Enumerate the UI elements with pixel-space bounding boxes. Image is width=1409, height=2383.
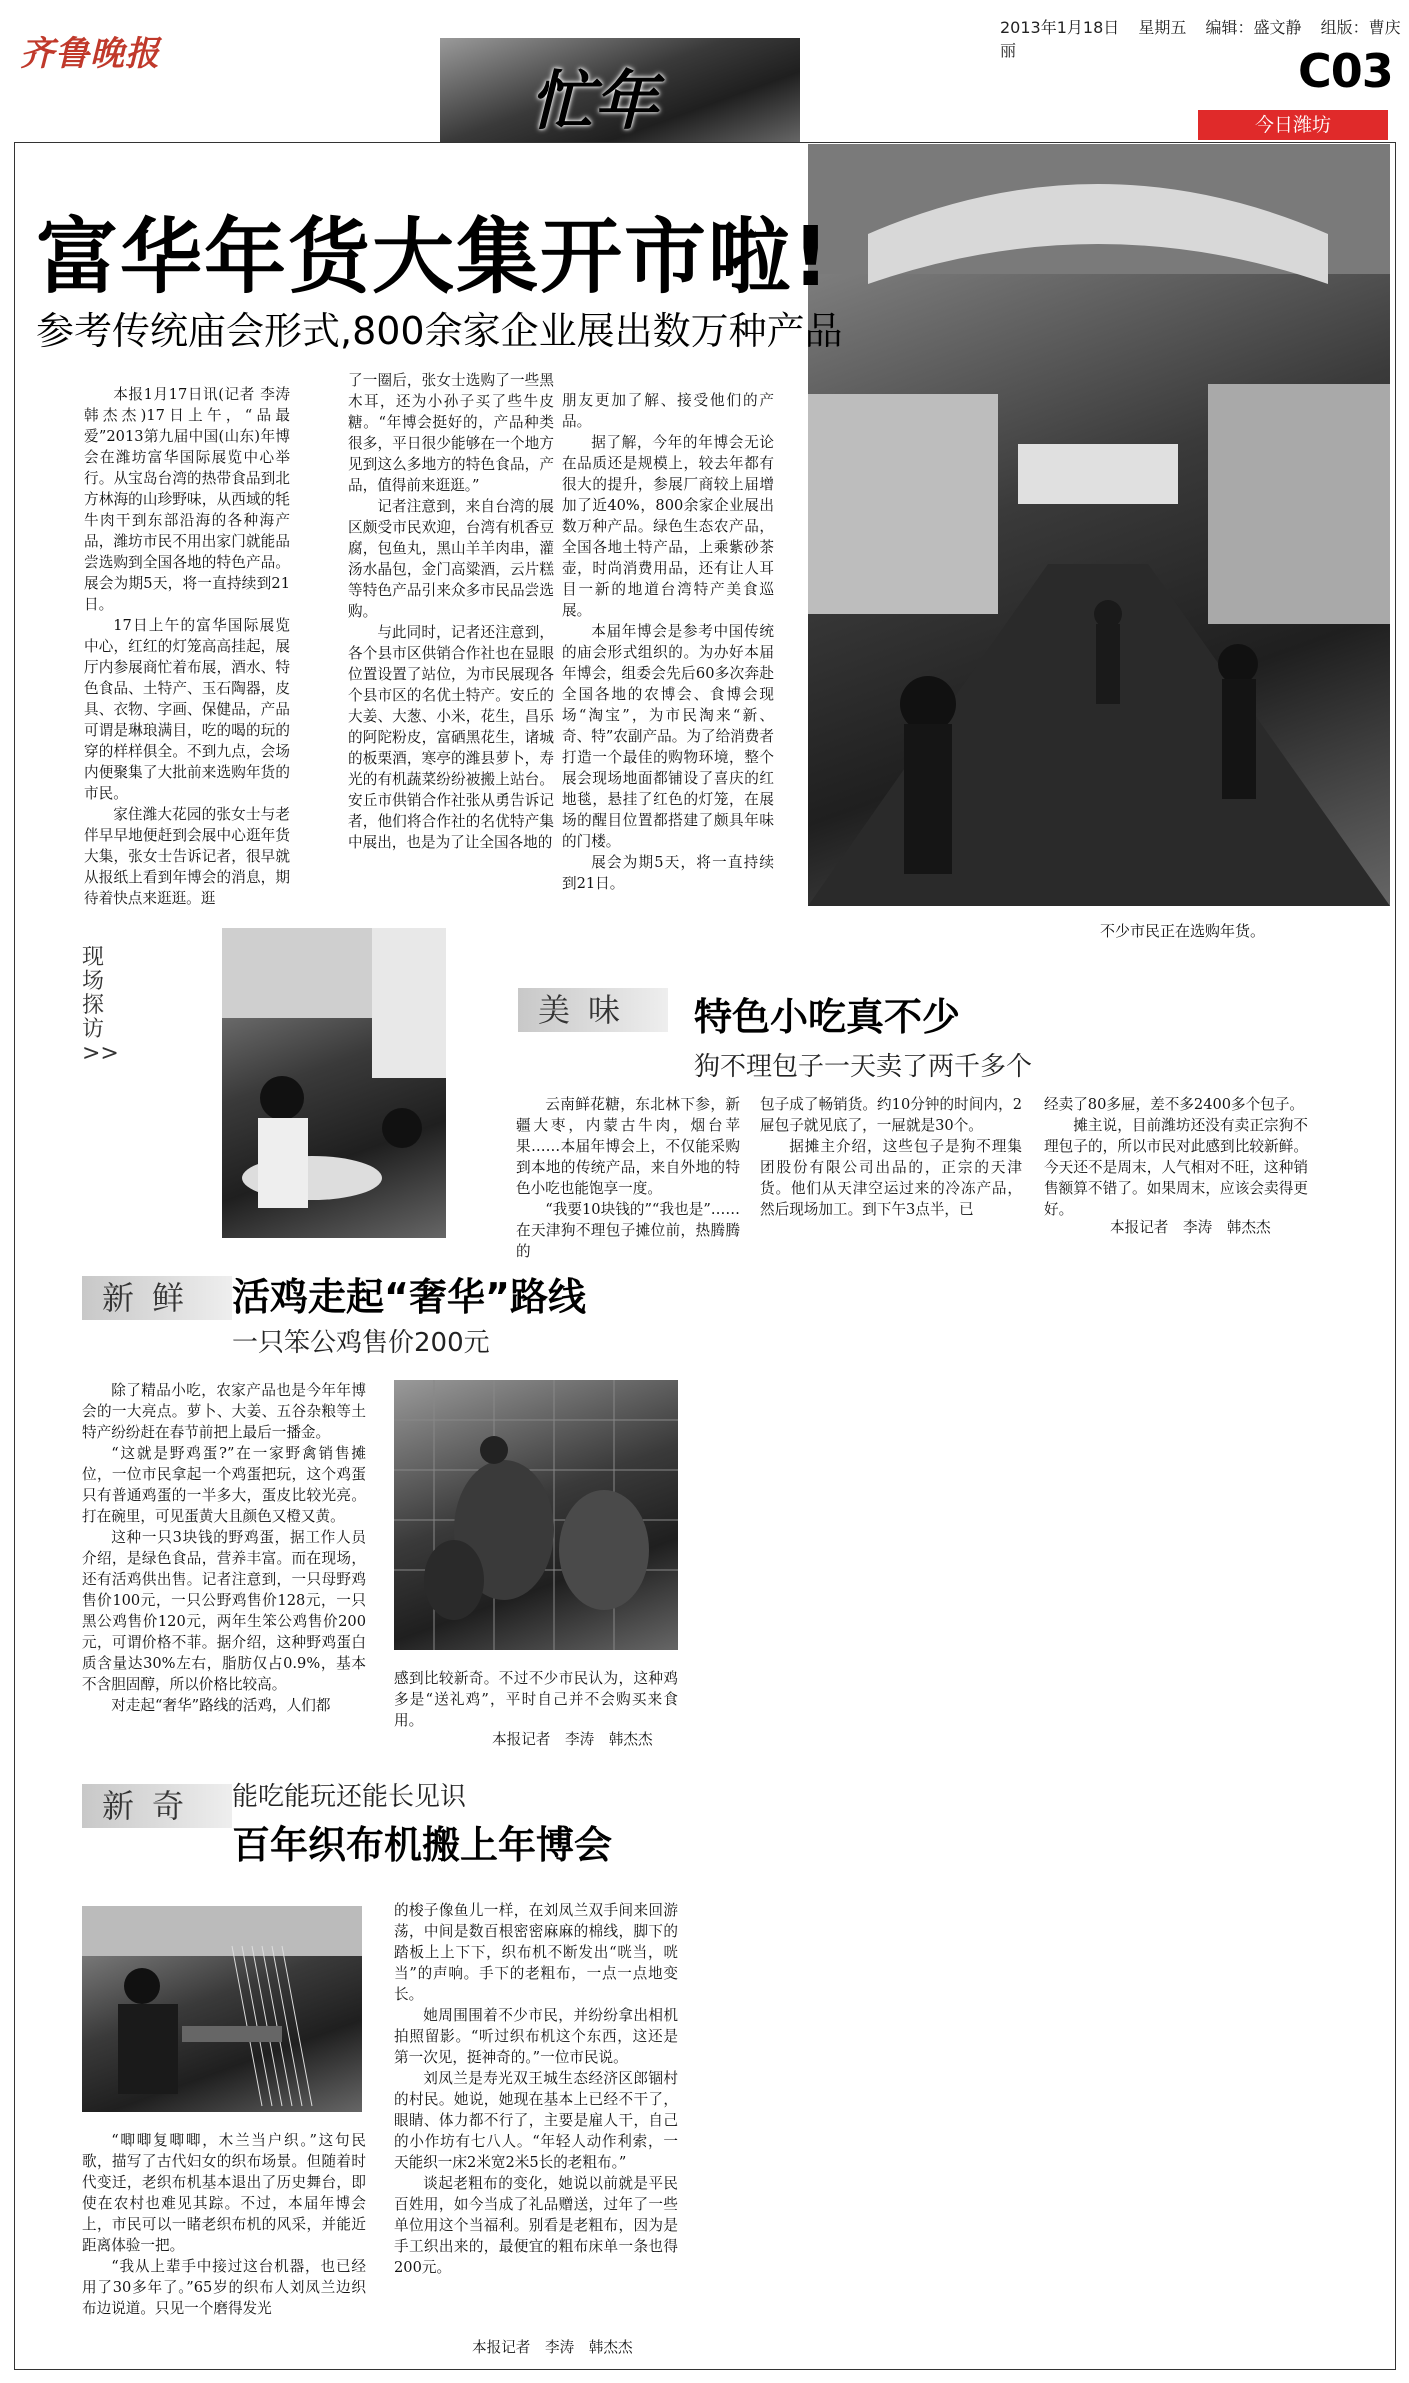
baozi-stall-image <box>222 928 446 1238</box>
lead-paragraph: 朋友更加了解、接受他们的产品。 <box>562 392 774 430</box>
chicken-column-2 <box>394 1668 678 1734</box>
issue-weekday: 星期五 <box>1138 18 1187 37</box>
section-label-flavor: 美味 <box>518 988 668 1032</box>
section-tag: 今日潍坊 <box>1198 110 1388 140</box>
loom-paragraph: “我从上辈手中接过这台机器，也已经用了30多年了。”65岁的织布人刘凤兰边织布边说道。只见一个磨得发光 <box>82 2258 366 2317</box>
lead-column-2 <box>348 370 554 904</box>
section-label-novel: 新奇 <box>82 1784 232 1828</box>
loom-paragraph: “唧唧复唧唧，木兰当户织。”这句民歌，描写了古代妇女的织布场景。但随着时代变迁，老织布机基本退出了历史舞台，即使在农村也难见其踪。不过，本届年博会上，市民可以一睹老织布机的风采，并能近距离体验一把。 <box>82 2132 366 2254</box>
lead-paragraph: 记者注意到，来自台湾的展区颇受市民欢迎，台湾有机香豆腐，包鱼丸，黑山羊羊肉串，灌汤水晶包，金门高粱酒，云片糕等特色产品引来众多市民品尝选购。 <box>348 498 554 620</box>
snack-paragraph: 经卖了80多屉，差不多2400多个包子。 <box>1044 1096 1305 1113</box>
snack-paragraph: “我要10块钱的”“我也是”……在天津狗不理包子摊位前，热腾腾的 <box>516 1201 740 1260</box>
loom-column-2 <box>394 1900 678 2330</box>
lead-subheadline: 参考传统庙会形式,800余家企业展出数万种产品 <box>36 309 843 353</box>
loom-paragraph: 谈起老粗布的变化，她说以前就是平民百姓用，如今当成了礼品赠送，过年了一些单位用这个当福利。别看是老粗布，因为是手工织出来的，最便宜的粗布床单一条也得200元。 <box>394 2175 678 2276</box>
chicken-paragraph: 对走起“奢华”路线的活鸡，人们都 <box>111 1697 331 1714</box>
chicken-byline: 本报记者 李涛 韩杰杰 <box>492 1731 653 1748</box>
snack-byline: 本报记者 李涛 韩杰杰 <box>1110 1219 1271 1236</box>
lead-paragraph: 与此同时，记者还注意到，各个县市区供销合作社也在显眼位置设置了站位，为市民展现各个县市区的名优土特产。安丘的大姜、大葱、小米，花生，昌乐的阿陀粉皮，富硒黑花生，诸城的板栗酒，寒亭的潍县萝卜，寿光的有机蔬菜纷纷被搬上站台。安丘市供销合作社张从勇告诉记者，他们将合作社的名优特产集中展出，也是为了让全国各地的 <box>348 624 554 851</box>
snack-column-3 <box>1044 1094 1308 1220</box>
snack-paragraph: 摊主说，目前潍坊还没有卖正宗狗不理包子的，所以市民对此感到比较新鲜。今天还不是周末，人气相对不旺，这种销售额算不错了。如果周末，应该会卖得更好。 <box>1044 1117 1308 1218</box>
chicken-column-1 <box>82 1380 366 1748</box>
lead-column-3 <box>562 390 774 904</box>
pheasant-cage-image <box>394 1380 678 1650</box>
lead-paragraph: 本届年博会是参考中国传统的庙会形式组织的。为办好本届年博会，组委会先后60多次奔赴全国各地的农博会、食博会现场“淘宝”，为市民淘来“新、奇、特”农副产品。为了给消费者打造一个最佳的购物环境，整个展会现场地面都铺设了喜庆的红地毯，悬挂了红色的灯笼，在展场的醒目位置都搭建了颇具年味的门楼。 <box>562 623 774 850</box>
section-label-fresh: 新鲜 <box>82 1276 232 1320</box>
lead-paragraph: 了一圈后，张女士选购了一些黑木耳，还为小孙子买了些牛皮糖。“年博会挺好的，产品种类很多，平日很少能够在一个地方见到这么多地方的特色食品，产品，值得前来逛逛。” <box>348 372 554 494</box>
issue-date: 2013年1月18日 <box>1000 18 1120 37</box>
chicken-paragraph: 这种一只3块钱的野鸡蛋，据工作人员介绍，是绿色食品，营养丰富。而在现场，还有活鸡供出售。记者注意到，一只母野鸡售价100元，一只公野鸡售价128元，一只黑公鸡售价120元，两年生笨公鸡售价200元，可谓价格不菲。据介绍，这种野鸡蛋白质含量达30%左右，脂肪仅占0.9%，基本不含胆固醇，所以价格比较高。 <box>82 1529 366 1693</box>
hero-photo-caption: 不少市民正在选购年货。 <box>1100 922 1266 940</box>
lead-paragraph: 家住潍大花园的张女士与老伴早早地便赶到会展中心逛年货大集，张女士告诉记者，很早就从报纸上看到年博会的消息，期待着快点来逛逛。逛 <box>84 806 290 907</box>
photo-loom <box>82 1906 362 2112</box>
snack-paragraph: 据摊主介绍，这些包子是狗不理集团股份有限公司出品的，正宗的天津货。他们从天津空运过来的冷冻产品，然后现场加工。到下午3点半，已 <box>760 1138 1022 1218</box>
snack-headline: 特色小吃真不少 <box>694 995 961 1039</box>
snack-paragraph: 云南鲜花糖，东北林下参，新疆大枣，内蒙古牛肉，烟台苹果……本届年博会上，不仅能采购到本地的传统产品，来自外地的特色小吃也能饱享一度。 <box>516 1096 740 1197</box>
loom-weaver-image <box>82 1906 362 2112</box>
chicken-paragraph: “这就是野鸡蛋?”在一家野禽销售摊位，一位市民拿起一个鸡蛋把玩，这个鸡蛋只有普通鸡蛋的一半多大，蛋皮比较光亮。打在碗里，可见蛋黄大且颜色又橙又黄。 <box>82 1445 366 1525</box>
loom-paragraph: 刘凤兰是寿光双王城生态经济区郎锢村的村民。她说，她现在基本上已经不干了，眼睛、体力都不行了，主要是雇人干，自己的小作坊有七八人。“年轻人动作利索，一天能织一床2米宽2米5长的老粗布。” <box>394 2070 678 2171</box>
market-hall-image <box>808 144 1390 906</box>
chicken-headline: 活鸡走起“奢华”路线 <box>232 1275 586 1319</box>
lead-paragraph: 据了解，今年的年博会无论在品质还是规模上，较去年都有很大的提升，参展厂商较上届增加了近40%，800余家企业展出数万种产品。绿色生态农产品，全国各地土特产品，上乘紫砂茶壶，时尚消费用品，还有让人耳目一新的地道台湾特产美食巡展。 <box>562 434 774 619</box>
lead-headline: 富华年货大集开市啦! <box>36 210 832 305</box>
snack-paragraph: 包子成了畅销货。约10分钟的时间内，2屉包子就见底了，一屉就是30个。 <box>760 1096 1022 1134</box>
photo-baozi-stall <box>222 928 446 1238</box>
hero-photo-market <box>808 144 1390 906</box>
loom-paragraph: 的梭子像鱼儿一样，在刘凤兰双手间来回游荡，中间是数百根密密麻麻的棉线，脚下的踏板上上下下，织布机不断发出“咣当，咣当”的声响。手下的老粗布，一点一点地变长。 <box>394 1902 678 2003</box>
lead-column-1 <box>84 384 290 907</box>
loom-paragraph: 她周围围着不少市民，并纷纷拿出相机拍照留影。“听过织布机这个东西，这还是第一次见，挺神奇的。”一位市民说。 <box>394 2007 678 2066</box>
photo-pheasants <box>394 1380 678 1650</box>
lead-paragraph: 17日上午的富华国际展览中心，红红的灯笼高高挂起，展厅内参展商忙着布展，酒水、特色食品、土特产、玉石陶器，皮具、衣物、字画、保健品，产品可谓是琳琅满目，吃的喝的玩的穿的样样俱全。不到九点，会场内便聚集了大批前来选购年货的市民。 <box>84 617 290 802</box>
snack-column-1 <box>516 1094 740 1260</box>
loom-headline: 百年织布机搬上年博会 <box>232 1823 613 1867</box>
layout-credit: 组版：曹庆丽 <box>1000 18 1401 60</box>
chicken-paragraph: 除了精品小吃，农家产品也是今年年博会的一大亮点。萝卜、大姜、五谷杂粮等土特产纷纷赶在春节前把上最后一播金。 <box>82 1382 366 1441</box>
side-tag-on-site: 现场探访>> <box>82 945 119 1066</box>
banner-title: 忙年 <box>530 65 658 139</box>
loom-column-1 <box>82 2130 366 2338</box>
snack-subheadline: 狗不理包子一天卖了两千多个 <box>694 1052 1033 1082</box>
chicken-paragraph: 感到比较新奇。不过不少市民认为，这种鸡多是“送礼鸡”，平时自己并不会购买来食用。 <box>394 1670 678 1729</box>
newspaper-logo: 齐鲁晚报 <box>20 34 160 74</box>
chicken-subheadline: 一只笨公鸡售价200元 <box>232 1328 490 1358</box>
loom-byline: 本报记者 李涛 韩杰杰 <box>472 2339 633 2356</box>
editor-credit: 编辑：盛文静 <box>1205 18 1302 37</box>
lead-paragraph: 本报1月17日讯(记者 李涛 韩杰杰)17日上午，“品最爱”2013第九届中国(山东)年博会在潍坊富华国际展览中心举行。从宝岛台湾的热带食品到北方林海的山珍野味，从西域的牦牛肉干到东部沿海的各种海产品，潍坊市民不用出家门就能品尝选购到全国各地的特色产品。展会为期5天，将一直持续到21日。 <box>84 386 290 613</box>
page-number: C03 <box>1298 44 1393 98</box>
loom-kicker: 能吃能玩还能长见识 <box>232 1782 467 1812</box>
snack-column-2 <box>760 1094 1022 1242</box>
lead-paragraph: 展会为期5天，将一直持续到21日。 <box>562 854 774 892</box>
